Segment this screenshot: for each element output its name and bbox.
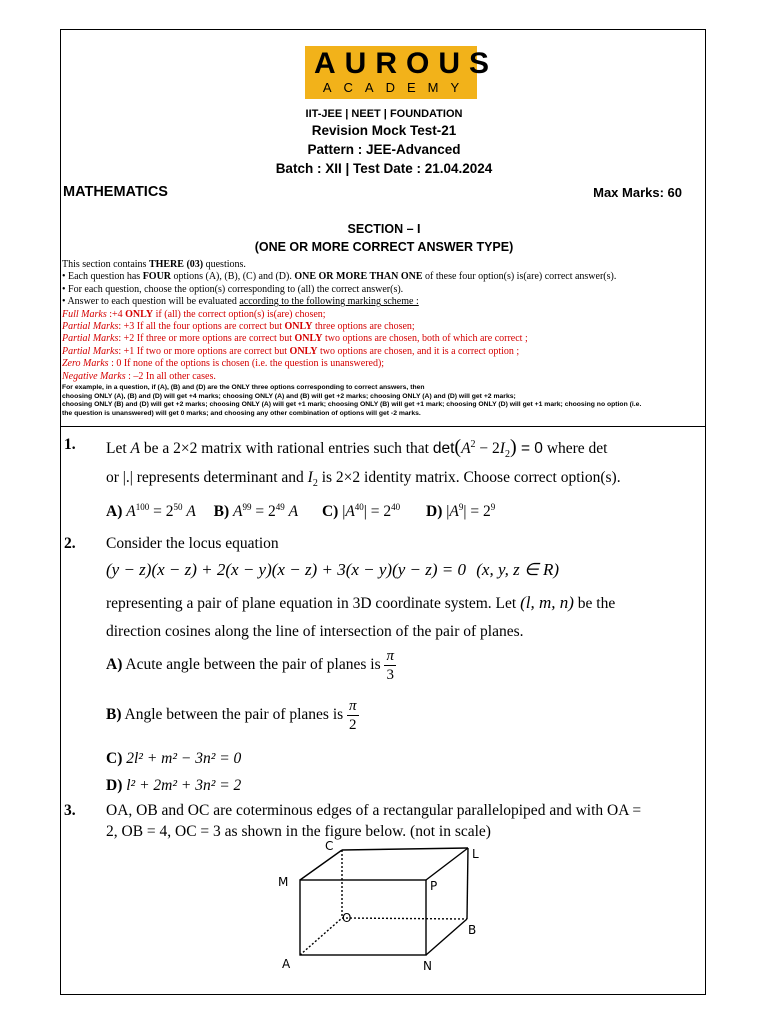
section-subtitle: (ONE OR MORE CORRECT ANSWER TYPE) <box>254 240 514 254</box>
q1-option-c: C) $|A^{40}| = 2^{40}$ <box>321 502 401 521</box>
example-line2: choosing ONLY (A), (B) and (D) will get +4 marks; choosing ONLY (A) and (B) will get +2 marks; choosing ONLY (A) and (D) will get +2 marks; <box>62 392 516 400</box>
q1-options <box>106 502 495 521</box>
q2-number: 2. <box>64 535 76 552</box>
instr-line2: • Each question has FOUR options (A), (B), (C) and (D). ONE OR MORE THAN ONE of these four option(s) is(are) correct answer(s). <box>62 271 617 283</box>
example-line3: choosing ONLY (B) and (D) will get +2 marks; choosing ONLY (A) will get +1 mark; choosing ONLY (B) will get +1 mark; choosing ONLY (D) will get +1 mark; choosing no option (i.e. <box>62 401 642 409</box>
instr-line3: • For each question, choose the option(s) corresponding to (all) the correct answer(s). <box>62 283 404 295</box>
q1-line1: Let A be a 2×2 matrix with rational entries such that $\det(A^2 - 2I_2) = 0$ where det <box>106 436 608 461</box>
logo-line1: AUROUS <box>314 47 499 80</box>
vertex-label-l: L <box>472 847 479 861</box>
q3-number: 3. <box>64 802 76 819</box>
section-title: SECTION – I <box>347 222 421 236</box>
parallelopiped-figure <box>270 836 500 976</box>
vertex-label-b: B <box>468 923 477 937</box>
q1-line2: or |.| represents determinant and $I_2$ is 2×2 identity matrix. Choose correct option(s). <box>106 469 621 490</box>
zero-marks-line: Zero Marks : 0 If none of the options is chosen (i.e. the question is unanswered); <box>62 358 385 370</box>
pattern-line: Pattern : JEE-Advanced <box>307 142 461 157</box>
section-divider <box>61 426 705 427</box>
subject-title: MATHEMATICS <box>63 184 168 200</box>
max-marks: Max Marks: 60 <box>593 185 682 200</box>
vertex-label-o: O <box>342 911 352 925</box>
vertex-label-a: A <box>282 957 291 971</box>
example-line1: For example, in a question, if (A), (B) and (D) are the ONLY three options corresponding to correct answers, then <box>62 384 425 392</box>
instr-line1: This section contains THERE (03) questions. <box>62 259 246 270</box>
q1-option-a: A) $A^{100} = 2^{50}$ A <box>106 502 196 521</box>
partial3-line: Partial Marks: +3 If all the four options are correct but ONLY three options are chosen; <box>62 321 415 333</box>
q2-option-c: C) 2l² + m² − 3n² = 0 <box>106 750 242 767</box>
q2-option-d: D) l² + 2m² + 3n² = 2 <box>106 777 242 794</box>
logo-line2: ACADEMY <box>322 80 472 95</box>
q2-line3: representing a pair of plane equation in 3D coordinate system. Let (l, m, n) be the <box>106 593 616 612</box>
test-name: Revision Mock Test-21 <box>311 123 457 138</box>
q1-number: 1. <box>64 436 76 453</box>
partial2-line: Partial Marks: +2 If three or more options are correct but ONLY two options are chosen, both of which are correct ; <box>62 333 528 345</box>
vertex-label-n: N <box>423 959 432 973</box>
vertex-label-p: P <box>430 879 438 893</box>
vertex-label-c: C <box>325 839 334 853</box>
vertex-label-m: M <box>278 875 289 889</box>
aurous-logo <box>305 46 499 99</box>
q3-line2: 2, OB = 4, OC = 3 as shown in the figure below. (not in scale) <box>106 823 491 840</box>
q2-option-b: B) Angle between the pair of planes is $\frac{\pi}{2}$ <box>106 698 357 733</box>
partial1-line: Partial Marks: +1 If two or more options are correct but ONLY two options are chosen, and it is a correct option ; <box>62 345 520 357</box>
q2-equation: (y − z)(x − z) + 2(x − y)(x − z) + 3(x − y)(y − z) = 0 (x, y, z ∈ R) <box>106 560 560 579</box>
q2-option-a: A) Acute angle between the pair of planes is $\frac{\pi}{3}$ <box>106 648 394 683</box>
q2-intro: Consider the locus equation <box>106 535 279 552</box>
programs-line: IIT-JEE | NEET | FOUNDATION <box>305 108 463 120</box>
q3-line1: OA, OB and OC are coterminous edges of a rectangular parallelopiped and with OA = <box>106 802 642 819</box>
example-line4: the question is unanswered) will get 0 marks; and choosing any other combination of options will get -2 marks. <box>62 409 421 417</box>
instr-line4: • Answer to each question will be evaluated according to the following marking scheme : <box>62 296 419 308</box>
q1-option-d: D) $|A^9| = 2^9$ <box>426 502 496 521</box>
q1-option-b: B) $A^{99} = 2^{49}$ A <box>213 502 299 521</box>
q2-line4: direction cosines along the line of intersection of the pair of planes. <box>106 623 524 640</box>
instructions <box>62 259 702 418</box>
negative-marks-line: Negative Marks : –2 In all other cases. <box>62 370 216 382</box>
batch-line: Batch : XII | Test Date : 21.04.2024 <box>275 161 493 176</box>
full-marks-line: Full Marks :+4 ONLY if (all) the correct option(s) is(are) chosen; <box>62 308 326 320</box>
